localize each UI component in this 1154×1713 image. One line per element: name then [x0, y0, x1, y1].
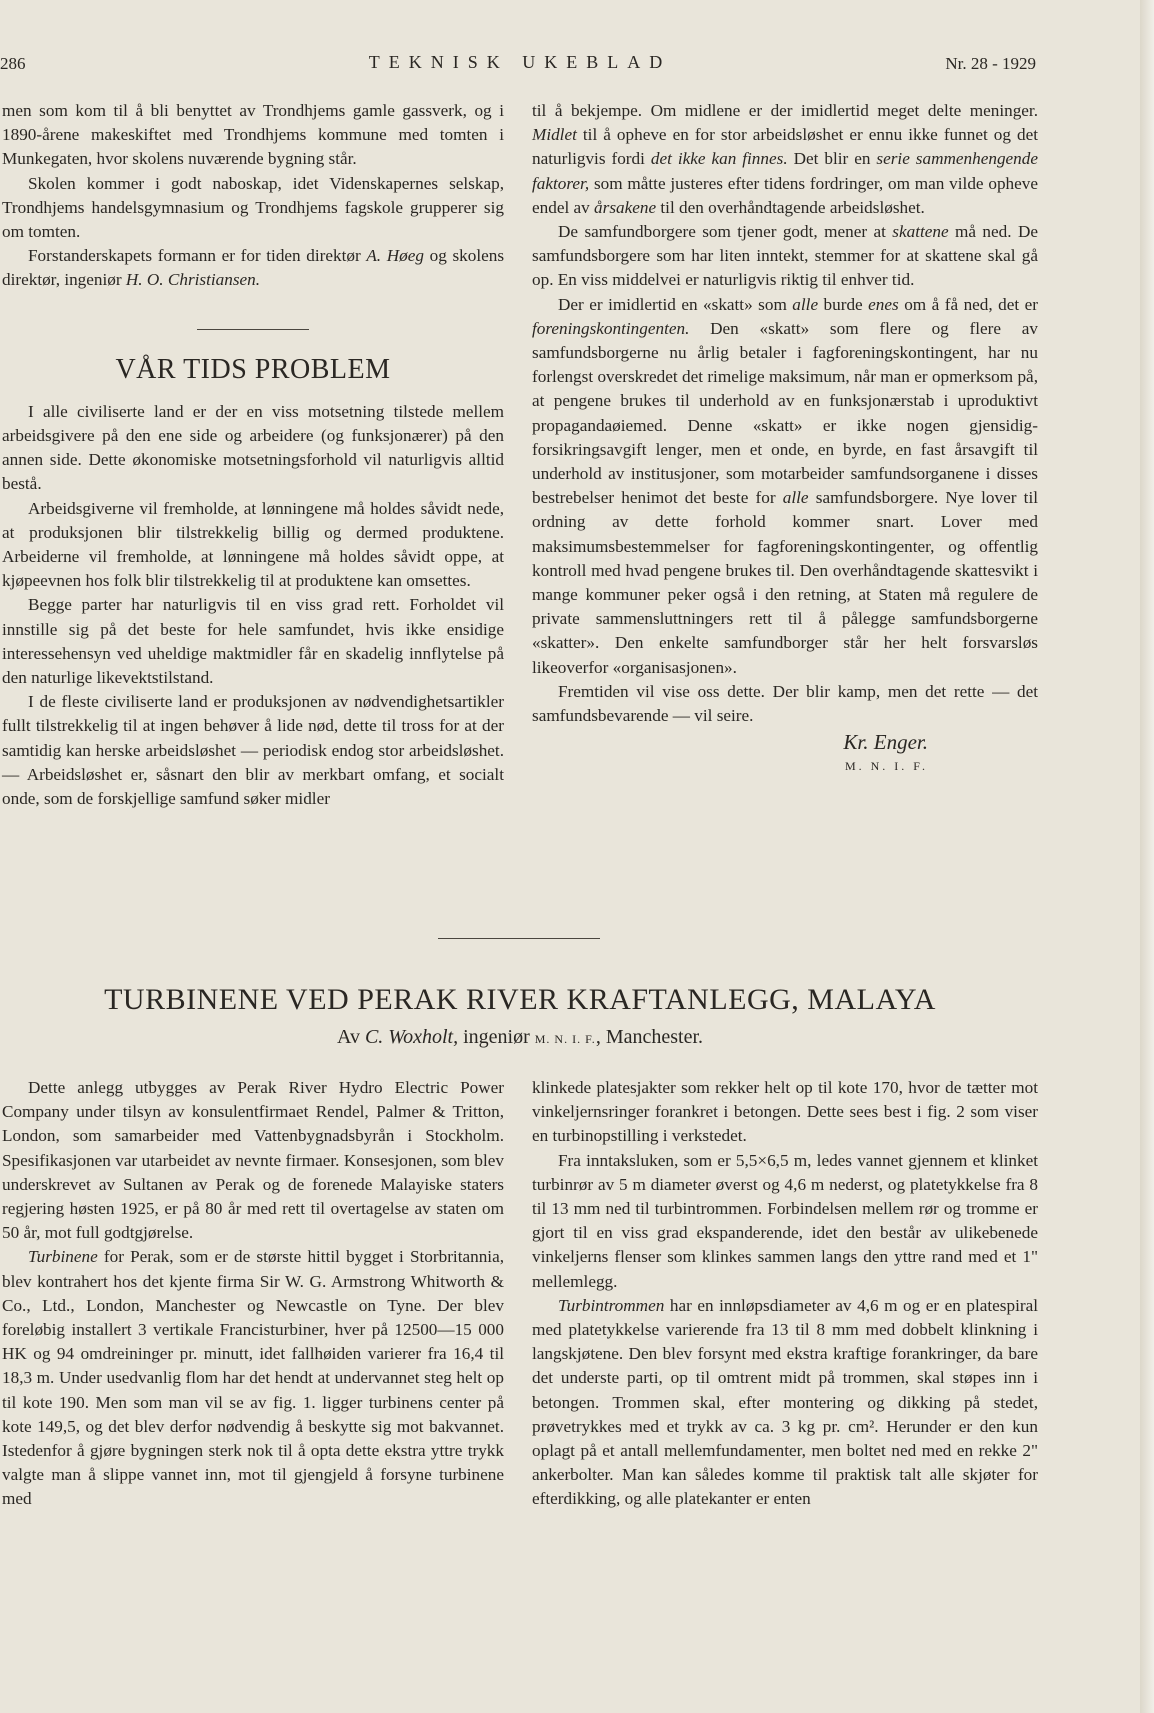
paragraph: Dette anlegg utbygges av Perak River Hydro Electric Power Company under tilsyn av konsulentfirmaet Rendel, Palmer & Tritton, London, som samarbeider med Vattenbygnadsbyrån i Stockholm. Spesifikasjonen var utarbeidet av nevnte firmaer. Konsesjonen, som blev underskrevet av Sultanen av Perak og de forenede Malayiske staters regjering høsten 1925, er på 80 år med rett til overtagelse av staten om 50 år, mot full godtgjørelse.	[2, 1078, 504, 1243]
paragraph: men som kom til å bli benyttet av Trondhjems gamle gassverk, og i 1890-årene makeskiftet med Trondhjems kommune med tomten i Munkegaten, hvor skolens nuværende bygning står.	[2, 101, 504, 169]
article-headline: TURBINENE VED PERAK RIVER KRAFTANLEGG, MALAYA	[104, 983, 936, 1016]
paragraph: til å bekjempe. Om midlene er der imidlertid meget delte meninger. Midlet til å opheve en for stor arbeidsløshet er ennu ikke funnet og det naturligvis fordi det ikke kan finnes. Det blir en serie sammenhengende faktorer, som måtte justeres efter tidens fordringer, om man vilde ophevе endel av årsakene til den overhåndtagende arbeidsløshet.	[532, 101, 1038, 217]
author-title: M. N. I. F.	[844, 759, 928, 774]
paragraph: Turbintrommen har en innløpsdiameter av 4,6 m og er en platespiral med platetykkelse varierende fra 13 til 8 mm med dobbelt klinkning i langskjøtene. Den blev forsynt med ekstra kraftige forankringer, da bare det underste parti, op til omtrent midt på trommen, skal støpes inn i betongen. Trommen skal, efter montering og dikking på stedet, prøvetrykkes med et trykk av ca. 3 kg pr. cm². Herunder er den kun oplagt på et antall mellemfundamenter, men boltet ned med en rekke 2" ankerbolter. Man kan således komme til praktisk talt alle skjøter for efterdikking, og alle platekanter er enten	[532, 1295, 1038, 1509]
paragraph: Turbinene for Perak, som er de største hittil bygget i Storbritannia, blev kontrahert hos det kjente firma Sir W. G. Armstrong Whitworth & Co., Ltd., London, Manchester og Newcastle on Tyne. Der blev foreløbig installert 3 vertikale Francisturbiner, hver på 12500—15 000 HK og 94 omdreininger pr. minutt, idet fallhøiden varierer fra 16,4 til 18,3 m. Under usedvanlig flom har det hendt at undervannet steg helt op til kote 190. Men som man vil se av fig. 1. ligger turbinens center på kote 149,5, og det blev derfor nødvendig å beskytte sig mot bakvannet. Istedenfor å gjøre bygningen sterk nok til å opta dette ekstra yttre trykk valgte man å slippe vannet inn, mot til gjengjeld å forsyne turbinene med	[2, 1247, 504, 1509]
article-title: VÅR TIDS PROBLEM	[115, 353, 391, 385]
page-number: 286	[0, 54, 26, 73]
issue-number: Nr. 28 - 1929	[945, 54, 1036, 73]
page-edge	[1140, 0, 1154, 1713]
paragraph: Fra inntaksluken, som er 5,5×6,5 m, ledes vannet gjennem et klinket turbinrør av 5 m diameter øverst og 4,6 m nederst, og platetykkelse fra 8 til 13 mm ned til turbintrommen. Forbindelsen mellem rør og tromme er gjort til en viss grad ekspanderende, idet den består av ulikebenede vinkeljerns flenser som klinkes sammen langs den yttre rand med et 1" mellemlegg.	[532, 1150, 1038, 1291]
author-signature: Kr. Enger.	[843, 730, 928, 755]
paragraph: Begge parter har naturligvis til en viss grad rett. Forholdet vil innstille sig på det beste for hele samfundet, hvis ikke ensidige interessehensyn ved uheldige maktmidler får en skadelig innflytelse på den naturlige likevektstilstand.	[2, 595, 504, 688]
paragraph: klinkede platesjakter som rekker helt op til kote 170, hvor de tætter mot vinkeljernsringer forankret i betongen. Dette sees best i fig. 2 som viser en turbinopstilling i verkstedet.	[532, 1078, 1038, 1146]
article-byline: Av C. Woxholt, ingeniør M. N. I. F., Manchester.	[336, 1026, 703, 1048]
paragraph: Fremtiden vil vise oss dette. Der blir kamp, men det rette — det samfundsbevarende — vil seire.	[532, 681, 1038, 726]
paragraph: I alle civiliserte land er der en viss motsetning tilstede mellem arbeidsgivere på den ene side og arbeidere (og funksjonærer) på den annen side. Dette økonomiske motsetningsforhold vil naturligvis alltid bestå.	[2, 401, 504, 494]
paragraph: Arbeidsgiverne vil fremholde, at lønningene må holdes såvidt nede, at produksjonen blir tilstrekkelig billig og dermed produktene. Arbeiderne vil fremholde, at lønningene må holdes såvidt oppe, at kjøpeevnen hos folk blir tilstrekkelig til at produktene kan omsettes.	[2, 498, 504, 591]
lower-left-column	[2, 1076, 504, 1512]
paragraph: De samfundborgere som tjener godt, mener at skattene må ned. De samfundsborgere som har liten inntekt, stemmer for at skattene skal gå op. En viss middelvei er naturligvis riktig til enhver tid.	[532, 222, 1038, 290]
upper-right-column	[532, 99, 1038, 779]
section-divider	[197, 329, 309, 330]
journal-title: TEKNISK UKEBLAD	[368, 52, 672, 72]
page-header	[0, 52, 1040, 82]
upper-left-column	[2, 99, 504, 811]
paragraph: Skolen kommer i godt naboskap, idet Videnskapernes selskap, Trondhjems handelsgymnasium og Trondhjems fagskole grupperer sig om tomten.	[2, 173, 504, 242]
article-divider	[438, 938, 600, 939]
paragraph: I de fleste civiliserte land er produksjonen av nødvendighetsartikler fullt tilstrekkelig til at ingen behøver å lide nød, dette til tross for at der samtidig kan herske arbeidsløshet — periodisk endog stor arbeidsløshet. — Arbeidsløshet er, såsnart den blir av merkbart omfang, et socialt onde, som de forskjellige samfund søker midler	[2, 692, 504, 809]
paragraph: Forstanderskapets formann er for tiden direktør A. Høeg og skolens direktør, ingeniør H. O. Christiansen.	[2, 246, 505, 290]
paragraph: Der er imidlertid en «skatt» som alle burde enes om å få ned, det er foreningskontingenten. Den «skatt» som flere og flere av samfundsborgerne nu årlig betaler i fagforeningskontingent, har nu forlengst overskredet det rimelige maksimum, når man er opmerksom på, at pengene brukes til underhold av en funksjonærstab i uproduktivt propagandaøiemed. Denne «skatt» er ikke nogen gjensidig-forsikringsavgift lenger, men et onde, en byrde, en fast årsavgift til underhold av institusjoner, som motarbeider samfundsorganene i disses bestrebelser henimot det beste for alle samfundsborgere. Nye lover til ordning av dette forhold kommer snart. Lover med maksimumsbestemmelser for fagforeningskontingenter, og offentlig kontroll med hvad pengene brukes til. Den overhåndtagende skattesvikt i mange kommuner peker også i den retning, at Staten må regulere de private sammensluttningers rett til å pålegge samfundsborgerne «skatter». Den enkelte samfundborger står her helt forsvarsløs likeoverfor «organisasjonen».	[532, 294, 1038, 677]
lower-right-column	[532, 1076, 1038, 1512]
